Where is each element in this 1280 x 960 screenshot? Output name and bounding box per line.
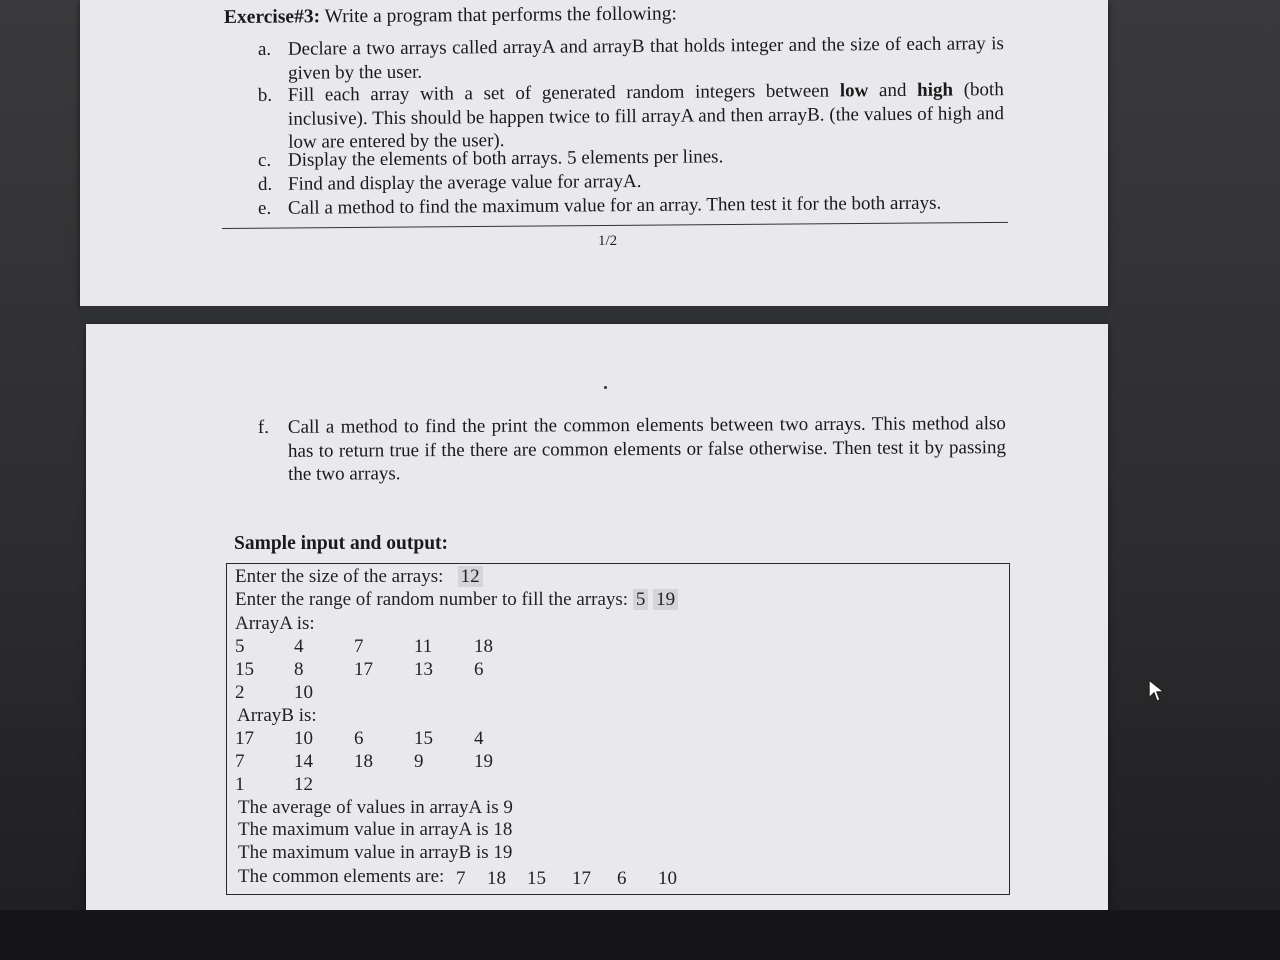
arrayA-value: 5 [235, 636, 245, 657]
size-prompt-line: Enter the size of the arrays: 12 [235, 566, 483, 588]
arrayA-value: 4 [294, 636, 304, 657]
arrayB-value: 19 [474, 751, 493, 772]
arrayA-value: 17 [354, 659, 373, 680]
arrayB-value: 18 [354, 751, 373, 772]
task-letter: a. [257, 38, 272, 61]
arrayB-value: 12 [294, 774, 313, 795]
task-text: Find and display the average value for arrayA. [287, 170, 642, 195]
arrayA-value: 6 [474, 659, 484, 680]
task-text: Call a method to find the print the common elements between two arrays. This method also has to return true if the there are common elements or false otherwise. Then test it by passing the two arrays. [287, 413, 1007, 485]
arrayA-value: 10 [294, 682, 313, 703]
size-value: 12 [458, 566, 483, 587]
arrayB-label: ArrayB is: [237, 705, 317, 726]
task-item-f [258, 412, 1008, 488]
arrayB-value: 1 [235, 774, 245, 795]
range-high: 19 [653, 589, 678, 610]
task-letter: d. [257, 173, 273, 195]
task-text: Display the elements of both arrays. 5 elements per lines. [287, 146, 724, 171]
speck [604, 386, 607, 389]
arrayB-value: 4 [474, 728, 484, 749]
arrayA-value: 2 [235, 682, 245, 703]
task-text: Declare a two arrays called arrayA and arrayB that holds integer and the size of each array is given by the user. [287, 33, 1004, 84]
common-label: The common elements are: [238, 866, 445, 887]
common-value: 18 [487, 868, 506, 889]
task-text: Fill each array with a set of generated random integers between low and high (both inclusive). This should be happen twice to fill arrayA and then arrayB. (the values of high and low are entered by the user). [287, 79, 1005, 153]
average-line: The average of values in arrayA is 9 [238, 797, 513, 818]
task-letter: c. [257, 149, 272, 171]
arrayA-label: ArrayA is: [235, 613, 315, 634]
task-letter: f. [257, 416, 270, 439]
arrayA-value: 18 [474, 636, 493, 657]
arrayA-value: 7 [354, 636, 364, 657]
page-number: 1/2 [598, 233, 618, 249]
range-prompt-line: Enter the range of random number to fill the arrays: 5 19 [235, 589, 678, 611]
arrayA-value: 13 [414, 659, 433, 680]
exercise-title [224, 3, 677, 29]
exercise-intro: Write a program that performs the following: [319, 3, 677, 28]
common-value: 17 [572, 868, 591, 889]
task-letter: b. [257, 84, 273, 107]
arrayB-value: 17 [235, 728, 254, 749]
common-value: 10 [658, 868, 677, 889]
max-b-line: The maximum value in arrayB is 19 [238, 842, 513, 863]
common-value: 7 [456, 868, 466, 889]
screen-bottom-edge [0, 910, 1280, 960]
arrayA-value: 15 [235, 659, 254, 680]
arrayA-value: 8 [294, 659, 304, 680]
range-low: 5 [633, 589, 649, 610]
arrayB-value: 10 [294, 728, 313, 749]
common-value: 6 [617, 868, 627, 889]
task-text: Call a method to find the maximum value for an array. Then test it for the both arrays. [287, 192, 942, 219]
max-a-line: The maximum value in arrayA is 18 [238, 819, 513, 840]
mouse-pointer-icon [1146, 678, 1168, 704]
sample-title: Sample input and output: [234, 533, 449, 554]
arrayB-value: 15 [414, 728, 433, 749]
exercise-label: Exercise#3: [223, 6, 321, 28]
arrayB-value: 7 [235, 751, 245, 772]
task-item-a [258, 32, 1006, 86]
arrayA-value: 11 [414, 636, 433, 657]
arrayB-value: 14 [294, 751, 313, 772]
arrayB-value: 9 [414, 751, 424, 772]
common-value: 15 [527, 868, 546, 889]
arrayB-value: 6 [354, 728, 364, 749]
task-letter: e. [257, 197, 272, 219]
page-gap [80, 306, 1108, 324]
